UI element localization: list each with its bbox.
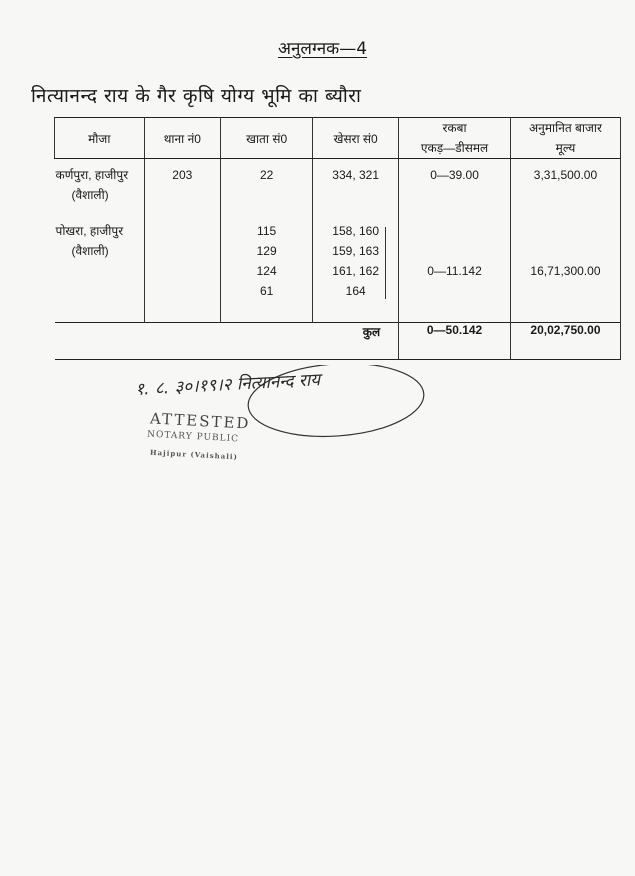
- mauja-1-line1: कर्णपुरा, हाजीपुर: [55, 168, 129, 182]
- header-value-line2: मूल्य: [555, 141, 576, 155]
- mauja-2-line1: पोखरा, हाजीपुर: [55, 224, 124, 238]
- header-khesra: खेसरा सं0: [313, 118, 399, 159]
- land-details-table: [54, 117, 621, 360]
- cell-mauja: [55, 159, 145, 323]
- cell-rakba: [399, 159, 511, 323]
- header-value: [510, 118, 620, 159]
- header-thana: थाना नं0: [144, 118, 221, 159]
- total-label: कुल: [55, 323, 399, 360]
- header-rakba-line1: रकबा: [442, 121, 467, 135]
- thana-1: 203: [172, 168, 193, 182]
- rakba-1: 0—39.00: [430, 168, 479, 182]
- value-1: 3,31,500.00: [533, 168, 598, 182]
- khesra-1: 334, 321: [332, 168, 380, 182]
- khesra-2a: 158, 160: [332, 224, 380, 238]
- document-title: नित्यानन्द राय के गैर कृषि योग्य भूमि का ब्यौरा: [31, 85, 362, 107]
- khata-2b: 129: [256, 244, 277, 258]
- total-rakba: 0—50.142: [399, 323, 511, 360]
- cell-value: [510, 159, 620, 323]
- total-value: 20,02,750.00: [510, 323, 620, 360]
- stamp-attested: ATTESTED: [149, 409, 251, 433]
- stamp-notary: NOTARY PUBLIC: [146, 429, 240, 445]
- khesra-2c: 161, 162: [332, 264, 380, 278]
- khesra-2b: 159, 163: [332, 244, 380, 258]
- header-khata: खाता सं0: [221, 118, 313, 159]
- stamp-location: Hajipur (Vaishali): [149, 447, 239, 462]
- mauja-1-line2: (वैशाली): [71, 188, 109, 202]
- mauja-2-line2: (वैशाली): [71, 244, 109, 258]
- cell-khata: [221, 159, 313, 323]
- handwritten-signature: १. ८. ३०।१९।२ नित्यानन्द राय: [134, 370, 321, 400]
- annex-title: अनुलग्नक—4: [278, 39, 368, 59]
- khesra-bracket: [385, 227, 386, 299]
- khesra-2d: 164: [345, 284, 366, 298]
- khata-2c: 124: [256, 264, 277, 278]
- header-mauja: मौजा: [55, 118, 145, 159]
- total-row: [55, 323, 621, 360]
- table-row: [55, 159, 621, 323]
- value-2: 16,71,300.00: [530, 264, 601, 278]
- khata-2a: 115: [257, 224, 277, 238]
- header-rakba-line2: एकड़—डीसमल: [420, 141, 489, 155]
- cell-thana: [144, 159, 221, 323]
- khata-1: 22: [259, 168, 274, 182]
- rakba-2: 0—11.142: [427, 264, 482, 278]
- header-value-line1: अनुमानित बाजार: [529, 121, 602, 135]
- header-rakba: [399, 118, 511, 159]
- khata-2d: 61: [259, 284, 274, 298]
